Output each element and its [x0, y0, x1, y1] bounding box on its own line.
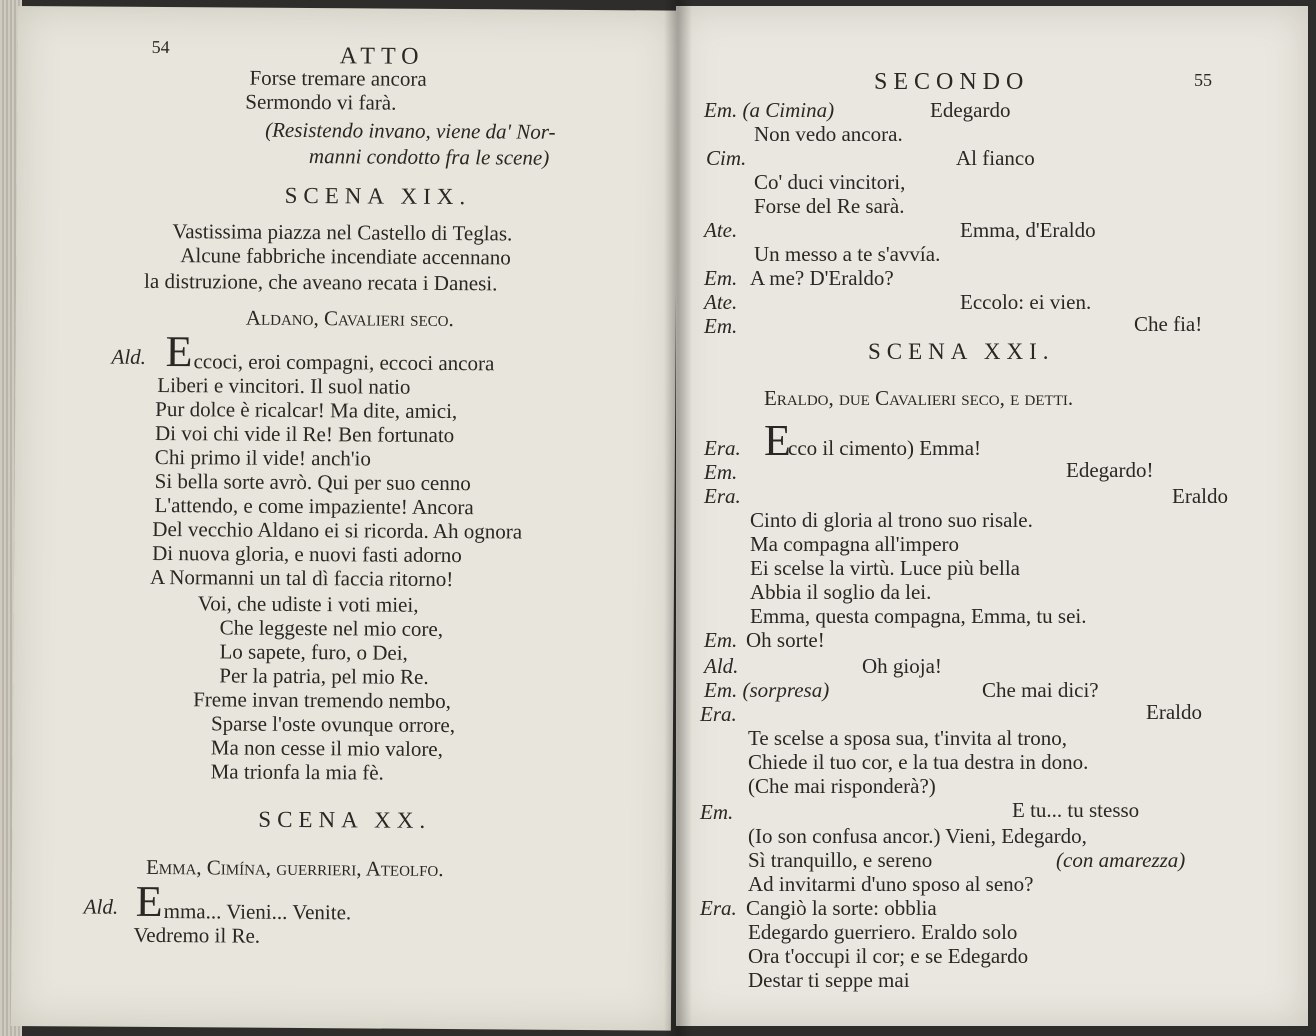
speaker-label: Era.: [700, 896, 737, 920]
stage-direction: manni condotto fra le scene): [308, 144, 550, 170]
text-line: Destar ti seppe mai: [748, 968, 910, 992]
scene-heading: SCENA XIX.: [284, 182, 472, 210]
page-number-left: 54: [151, 36, 170, 58]
verse-line: Freme invan tremendo nembo,: [193, 687, 452, 714]
text-line: Emma, d'Eraldo: [960, 218, 1096, 242]
speaker-label: Ald.: [83, 894, 119, 919]
speaker-label: Ald.: [111, 344, 147, 369]
characters-line: Aldano, Cavalieri seco.: [245, 305, 454, 332]
speaker-label: Ald.: [704, 654, 739, 678]
text-line: Ora t'occupi il cor; e se Edegardo: [748, 944, 1029, 968]
verse-line: Per la patria, pel mio Re.: [219, 663, 429, 689]
text-line: Vastissima piazza nel Castello di Teglas.: [172, 219, 513, 246]
text-line: Edegardo: [930, 98, 1011, 122]
text-line: cco il cimento) Emma!: [788, 436, 982, 460]
text-line: Eraldo: [1146, 700, 1202, 724]
book-gutter: [664, 0, 692, 1036]
text-line: Ad invitarmi d'uno sposo al seno?: [748, 872, 1034, 896]
text-line: Eraldo: [1172, 484, 1228, 508]
text-line: Oh gioja!: [862, 654, 942, 678]
text-line: Alcune fabbriche incendiate accennano: [180, 243, 511, 270]
speaker-label: Era.: [704, 484, 741, 508]
text-line: Ma compagna all'impero: [750, 532, 960, 556]
speaker-label: Era.: [704, 436, 741, 460]
text-line: Cinto di gloria al trono suo risale.: [750, 508, 1033, 532]
right-page: [676, 6, 1308, 1026]
text-line: Abbia il soglio da lei.: [750, 580, 932, 604]
scene-heading: SCENA XX.: [258, 806, 432, 833]
text-line: Te scelse a sposa sua, t'invita al trono,: [748, 726, 1067, 750]
text-line: Che fia!: [1134, 312, 1203, 336]
verse-line: Ma non cesse il mio valore,: [210, 735, 444, 761]
text-line: A me? D'Eraldo?: [750, 266, 894, 290]
text-line: Edegardo guerriero. Eraldo solo: [748, 920, 1018, 944]
text-line: ccoci, eroi compagni, eccoci ancora: [193, 349, 495, 376]
speaker-label: Ate.: [704, 218, 738, 242]
text-line: Si bella sorte avrò. Qui per suo cenno: [154, 468, 471, 496]
text-line: (Che mai risponderà?): [748, 774, 936, 798]
drop-cap: E: [165, 327, 193, 377]
text-line: Di voi chi vide il Re! Ben fortunato: [154, 420, 455, 448]
verse-line: Voi, che udiste i voti miei,: [197, 591, 419, 617]
page-number-right: 55: [1194, 70, 1212, 90]
stage-direction: (con amarezza): [1056, 848, 1186, 872]
text-line: Emma, questa compagna, Emma, tu sei.: [750, 604, 1087, 628]
text-line: Liberi e vincitori. Il suol natio: [157, 372, 411, 399]
text-line: Non vedo ancora.: [754, 122, 903, 146]
text-line: Chi primo il vide! anch'io: [154, 444, 372, 471]
verse-line: Lo sapete, furo, o Dei,: [219, 639, 408, 665]
text-line: Un messo a te s'avvía.: [754, 242, 941, 266]
running-header-left: ATTO: [339, 43, 425, 70]
speaker-label: Em. (sorpresa): [704, 678, 830, 702]
text-line: Sì tranquillo, e sereno: [748, 848, 933, 872]
text-line: Di nuova gloria, e nuovi fasti adorno: [152, 540, 462, 568]
speaker-label: Em.: [704, 460, 738, 484]
stage-direction: (Resistendo invano, viene da' Nor-: [265, 117, 556, 144]
text-line: Al fianco: [956, 146, 1035, 170]
speaker-label: Era.: [700, 702, 737, 726]
speaker-label: Em. (a Cimina): [704, 98, 835, 122]
speaker-label: Em.: [704, 628, 738, 652]
verse-line: Che leggeste nel mio core,: [219, 615, 444, 641]
text-line: Vedremo il Re.: [133, 922, 261, 948]
speaker-label: Em.: [704, 266, 738, 290]
text-line: A Normanni un tal dì faccia ritorno!: [149, 564, 454, 592]
text-line: Ei scelse la virtù. Luce più bella: [750, 556, 1020, 580]
text-line: Del vecchio Aldano ei si ricorda. Ah ognora: [152, 516, 523, 544]
text-line: Forse del Re sarà.: [754, 194, 905, 218]
text-line: Che mai dici?: [982, 678, 1099, 702]
text-line: mma... Vieni... Venite.: [163, 899, 352, 925]
left-page: [11, 6, 678, 1031]
text-line: Pur dolce è ricalcar! Ma dite, amici,: [155, 396, 458, 424]
scene-heading: SCENA XXI.: [868, 339, 1055, 364]
text-line: Sermondo vi farà.: [245, 89, 397, 115]
text-line: Edegardo!: [1066, 458, 1154, 482]
text-line: la distruzione, che aveano recata i Danesi.: [144, 268, 498, 296]
speaker-label: Em.: [704, 314, 738, 338]
text-line: E tu... tu stesso: [1012, 798, 1140, 822]
text-line: (Io son confusa ancor.) Vieni, Edegardo,: [748, 824, 1087, 848]
text-line: Cangiò la sorte: obblia: [746, 896, 937, 920]
characters-line: Eraldo, due Cavalieri seco, e detti.: [764, 386, 1074, 410]
text-line: L'attendo, e come impaziente! Ancora: [154, 492, 474, 520]
speaker-label: Ate.: [704, 290, 738, 314]
text-line: Chiede il tuo cor, e la tua destra in dono.: [748, 750, 1089, 774]
characters-line: Emma, Cimína, guerrieri, Ateolfo.: [145, 854, 444, 881]
drop-cap: E: [135, 876, 163, 927]
drop-cap: E: [764, 416, 791, 465]
text-line: Forse tremare ancora: [249, 65, 427, 91]
speaker-label: Cim.: [706, 146, 747, 170]
verse-line: Ma trionfa la mia fè.: [210, 759, 384, 785]
text-line: Oh sorte!: [746, 628, 825, 652]
running-header-right: SECONDO: [874, 69, 1030, 95]
text-line: Co' duci vincitori,: [754, 170, 906, 194]
speaker-label: Em.: [700, 800, 734, 824]
text-line: Eccolo: ei vien.: [960, 290, 1092, 314]
verse-line: Sparse l'oste ovunque orrore,: [210, 711, 456, 738]
